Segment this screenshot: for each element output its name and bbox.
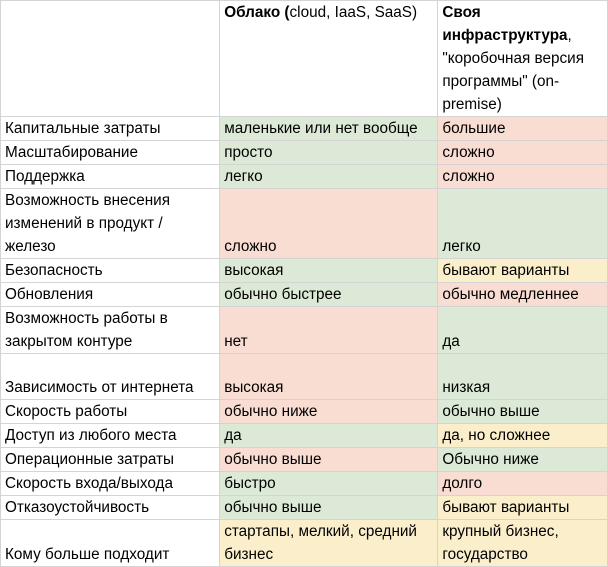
- row-label-cell[interactable]: Обновления: [1, 283, 220, 307]
- header-onprem-cell[interactable]: [438, 1, 608, 117]
- table-row: [1, 354, 608, 400]
- onprem-value-cell[interactable]: обычно медленнее: [438, 283, 608, 307]
- cloud-value-cell[interactable]: обычно быстрее: [220, 283, 438, 307]
- onprem-value-cell[interactable]: крупный бизнес, государство: [438, 520, 608, 567]
- onprem-value-cell[interactable]: бывают варианты: [438, 496, 608, 520]
- onprem-value-cell[interactable]: большие: [438, 117, 608, 141]
- cloud-value-cell[interactable]: просто: [220, 141, 438, 165]
- row-label-cell[interactable]: Операционные затраты: [1, 448, 220, 472]
- row-label-cell[interactable]: Доступ из любого места: [1, 424, 220, 448]
- header-cloud-cell[interactable]: [220, 1, 438, 117]
- cloud-value-cell[interactable]: нет: [220, 307, 438, 354]
- table-row: [1, 400, 608, 424]
- onprem-value-cell[interactable]: долго: [438, 472, 608, 496]
- row-label-cell[interactable]: Отказоустойчивость: [1, 496, 220, 520]
- row-label-cell[interactable]: Скорость работы: [1, 400, 220, 424]
- cloud-value-cell[interactable]: высокая: [220, 259, 438, 283]
- table-row: [1, 189, 608, 259]
- comparison-body: [1, 1, 608, 567]
- onprem-value-cell[interactable]: сложно: [438, 165, 608, 189]
- onprem-value-cell[interactable]: обычно выше: [438, 400, 608, 424]
- cloud-value-cell[interactable]: стартапы, мелкий, средний бизнес: [220, 520, 438, 567]
- cloud-value-cell[interactable]: обычно выше: [220, 448, 438, 472]
- table-row: [1, 496, 608, 520]
- onprem-value-cell[interactable]: да: [438, 307, 608, 354]
- row-label-cell[interactable]: Масштабирование: [1, 141, 220, 165]
- cloud-value-cell[interactable]: обычно выше: [220, 496, 438, 520]
- onprem-value-cell[interactable]: легко: [438, 189, 608, 259]
- onprem-value-cell[interactable]: низкая: [438, 354, 608, 400]
- header-row: [1, 1, 608, 117]
- table-row: [1, 283, 608, 307]
- header-onprem-rest: , "коробочная версия программы" (on-premise): [442, 27, 584, 113]
- table-row: [1, 141, 608, 165]
- row-label-cell[interactable]: Капитальные затраты: [1, 117, 220, 141]
- row-label-cell[interactable]: Зависимость от интернета: [1, 354, 220, 400]
- cloud-value-cell[interactable]: маленькие или нет вообще: [220, 117, 438, 141]
- header-onprem-bold: Своя инфраструктура: [442, 4, 568, 44]
- cloud-value-cell[interactable]: да: [220, 424, 438, 448]
- cloud-value-cell[interactable]: обычно ниже: [220, 400, 438, 424]
- table-row: [1, 448, 608, 472]
- cloud-value-cell[interactable]: быстро: [220, 472, 438, 496]
- cloud-value-cell[interactable]: сложно: [220, 189, 438, 259]
- table-row: [1, 165, 608, 189]
- table-row: [1, 307, 608, 354]
- row-label-cell[interactable]: Возможность работы в закрытом контуре: [1, 307, 220, 354]
- header-cloud-bold: Облако (: [224, 4, 290, 21]
- table-row: [1, 472, 608, 496]
- onprem-value-cell[interactable]: да, но сложнее: [438, 424, 608, 448]
- onprem-value-cell[interactable]: сложно: [438, 141, 608, 165]
- table-row: [1, 520, 608, 567]
- row-label-cell[interactable]: Возможность внесения изменений в продукт / железо: [1, 189, 220, 259]
- row-label-cell[interactable]: Кому больше подходит: [1, 520, 220, 567]
- cloud-value-cell[interactable]: легко: [220, 165, 438, 189]
- header-corner-cell[interactable]: [1, 1, 220, 117]
- row-label-cell[interactable]: Скорость входа/выхода: [1, 472, 220, 496]
- row-label-cell[interactable]: Безопасность: [1, 259, 220, 283]
- onprem-value-cell[interactable]: Обычно ниже: [438, 448, 608, 472]
- table-row: [1, 259, 608, 283]
- row-label-cell[interactable]: Поддержка: [1, 165, 220, 189]
- table-row: [1, 117, 608, 141]
- cloud-value-cell[interactable]: высокая: [220, 354, 438, 400]
- header-cloud-rest: cloud, IaaS, SaaS): [289, 4, 418, 21]
- onprem-value-cell[interactable]: бывают варианты: [438, 259, 608, 283]
- table-row: [1, 424, 608, 448]
